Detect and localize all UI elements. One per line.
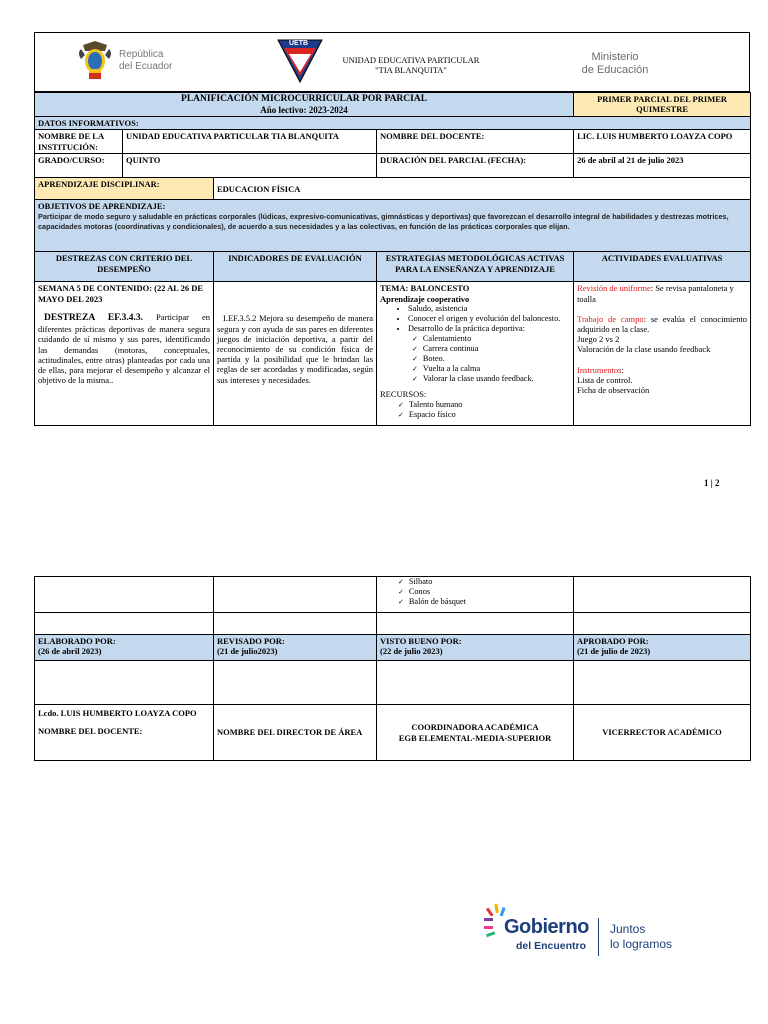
elaborated-date: (26 de abril 2023) — [38, 646, 102, 657]
signature-space — [377, 661, 574, 705]
institution-value: UNIDAD EDUCATIVA PARTICULAR TIA BLANQUITA — [123, 130, 377, 154]
ministry-line1: Ministerio — [591, 51, 639, 63]
gobierno-text: Gobierno — [504, 916, 589, 938]
coordinator-cell — [377, 705, 574, 761]
title-cell — [35, 93, 574, 117]
republic-logo-line2: del Ecuador — [119, 61, 173, 72]
empty-cell — [377, 613, 574, 635]
skill-code: DESTREZA EF.3.4.3. — [44, 312, 143, 323]
teacher-label: NOMBRE DEL DOCENTE: — [377, 130, 574, 154]
elaborated-header — [35, 635, 214, 661]
theme-label: TEMA: BALONCESTO — [380, 283, 470, 294]
list-item: ✓ Espacio físico — [410, 410, 570, 420]
school-name — [331, 55, 491, 75]
grade-value: QUINTO — [123, 154, 377, 178]
eval-feedback: Valoración de la clase usando feedback — [577, 344, 711, 355]
column-header-activities: ACTIVIDADES EVALUATIVAS — [574, 252, 751, 282]
teacher-value: LIC. LUIS HUMBERTO LOAYZA COPO — [574, 130, 751, 154]
grade-label: GRADO/CURSO: — [35, 154, 123, 178]
method-label: Aprendizaje cooperativo — [380, 293, 470, 304]
school-name-line1: UNIDAD EDUCATIVA PARTICULAR — [342, 55, 480, 65]
list-item: ✓ Silbato — [410, 577, 570, 587]
list-item: ✓ Valorar la clase usando feedback. — [424, 374, 570, 384]
eval-fieldwork — [577, 314, 747, 334]
list-item: ✓ Boteo. — [424, 354, 570, 364]
empty-cell — [214, 577, 377, 613]
list-item: ✓ Talento humano — [410, 400, 570, 410]
approval-date: (21 de julio de 2023) — [577, 646, 651, 657]
empty-cell — [574, 613, 751, 635]
approval-title: APROBADO POR: — [577, 636, 649, 646]
activities-cell — [574, 282, 751, 426]
eval-uniform-text: : Se revisa pantaloneta y toalla — [577, 283, 734, 304]
strategies-cell — [377, 282, 574, 426]
coordinator-line1: COORDINADORA ACADÉMICA — [411, 722, 539, 733]
document-header — [34, 32, 750, 92]
ministry-line2: de Educación — [581, 63, 649, 76]
signatures-table — [34, 576, 751, 761]
page-number: 1 | 2 — [704, 478, 720, 488]
duration-value: 26 de abril al 21 de julio 2023 — [574, 154, 751, 178]
strategy-bullets — [380, 304, 570, 334]
list-item: • Desarrollo de la práctica deportiva: — [408, 324, 570, 334]
gobierno-logo — [484, 902, 694, 958]
info-section-label: DATOS INFORMATIVOS: — [35, 117, 751, 130]
teacher-signature-cell — [35, 705, 214, 761]
vobo-date: (22 de julio 2023) — [380, 646, 443, 657]
empty-cell — [214, 613, 377, 635]
eval-game: Juego 2 vs 2 — [577, 334, 620, 345]
eval-fieldwork-text: : se evalúa el conocimiento adquirido en la clase. — [577, 313, 748, 335]
document-title: PLANIFICACIÓN MICROCURRICULAR POR PARCIAL — [181, 94, 428, 104]
period-cell: PRIMER PARCIAL DEL PRIMER QUIMESTRE — [574, 93, 751, 117]
coat-of-arms-icon — [75, 39, 115, 83]
list-item: ✓ Conos — [410, 587, 570, 597]
teacher-signature-name: Lcdo. LUIS HUMBERTO LOAYZA COPO — [38, 708, 197, 718]
objectives-text: Participar de modo seguro y saludable en prácticas corporales (lúdicas, expresivo-comunicativas, gimnásticas y deportivas) que favorezcan el desarrollo integral de habilidades y destrezas motrices, capacidades motoras (coordinativas y condicionales), de acuerdo a sus necesidades y a las colectivas, en función de las prácticas corporales que elijan. — [38, 211, 729, 232]
indicator-cell — [214, 282, 377, 426]
resources-cont-list — [380, 577, 570, 607]
encuentro-text: del Encuentro — [516, 940, 587, 952]
area-director-cell — [214, 705, 377, 761]
list-item: ✓ Carrera continua — [424, 344, 570, 354]
ministry-logo — [565, 51, 665, 76]
list-item: ✓ Vuelta a la calma — [424, 364, 570, 374]
signature-space — [214, 661, 377, 705]
indicator-text: I.EF.3.5.2 Mejora su desempeño de manera segura y con ayuda de sus pares en diferentes juegos de iniciación deportiva, a partir del reconocimiento de su condición física de partida y la posibilidad que le brindan las reglas de ser acordadas y modificadas, según sus intereses y necesidades. — [217, 313, 373, 385]
eval-instruments-colon: : — [621, 364, 624, 375]
skill-text: Participar en diferentes prácticas deportivas de manera segura cuidando de sí mismo y sus pares, identificando las demandas (motoras, conceptuales, actitudinales, entre otras) planteadas por cada una de ellas, para mejorar el desempeño y alcanzar el objetivo de la misma.. — [38, 311, 210, 386]
empty-cell — [35, 613, 214, 635]
elaborated-title: ELABORADO POR: — [38, 636, 116, 646]
vice-rector-label: VICERRECTOR ACADÉMICO — [602, 727, 722, 738]
final-approval-header — [574, 635, 751, 661]
institution-label: NOMBRE DE LA INSTITUCIÓN: — [35, 130, 123, 154]
duration-label: DURACIÓN DEL PARCIAL (FECHA): — [377, 154, 574, 178]
school-logo — [275, 36, 325, 86]
vice-rector-cell — [574, 705, 751, 761]
school-badge-text: UETB — [289, 40, 309, 47]
eval-instruments-title: Instrumentos — [577, 364, 622, 375]
practice-checklist — [380, 334, 570, 384]
reviewed-title: REVISADO POR: — [217, 636, 285, 646]
eval-uniform-title: Revisión de uniforme — [577, 283, 651, 294]
week-label: SEMANA 5 DE CONTENIDO: (22 AL 26 DE MAYO DEL 2023 — [38, 283, 204, 304]
school-year: Año lectivo: 2023-2024 — [260, 104, 348, 115]
area-director-label: NOMBRE DEL DIRECTOR DE ÁREA — [217, 727, 363, 738]
column-header-skills: DESTREZAS CON CRITERIO DEL DESEMPEÑO — [35, 252, 214, 282]
list-item: ✓ Calentamiento — [424, 334, 570, 344]
reviewed-date: (21 de julio2023) — [217, 646, 278, 657]
approved-by-header — [377, 635, 574, 661]
objectives-cell — [35, 200, 751, 252]
eval-uniform — [577, 283, 747, 303]
reviewed-header — [214, 635, 377, 661]
resources-cont-cell — [377, 577, 574, 613]
instrument-item: Lista de control. — [577, 374, 633, 385]
coordinator-line2: EGB ELEMENTAL-MEDIA-SUPERIOR — [398, 732, 552, 743]
slogan-line1: Juntos — [610, 922, 646, 936]
list-item: • Saludo, asistencia — [408, 304, 570, 314]
slogan-line2: lo logramos — [610, 937, 673, 951]
school-name-line2: "TIA BLANQUITA" — [375, 65, 447, 75]
resources-list — [380, 400, 570, 420]
teacher-signature-role: NOMBRE DEL DOCENTE: — [38, 726, 143, 737]
list-item: • Conocer el origen y evolución del baloncesto. — [408, 314, 570, 324]
skills-cell — [35, 282, 214, 426]
list-item: ✓ Balón de básquet — [410, 597, 570, 607]
empty-cell — [35, 577, 214, 613]
empty-cell — [574, 577, 751, 613]
eval-instruments — [577, 365, 747, 375]
signature-space — [35, 661, 214, 705]
logo-divider — [598, 918, 599, 956]
column-header-indicators: INDICADORES DE EVALUACIÓN — [214, 252, 377, 282]
resources-label: RECURSOS: — [380, 389, 427, 400]
planning-table — [34, 92, 751, 426]
eval-fieldwork-title: Trabajo de campo — [577, 313, 644, 324]
learning-value: EDUCACION FÍSICA — [214, 178, 751, 200]
republic-logo-line1: República — [119, 49, 164, 60]
learning-label: APRENDIZAJE DISCIPLINAR: — [35, 178, 214, 200]
vobo-title: VISTO BUENO POR: — [380, 636, 462, 646]
republica-ecuador-logo — [75, 39, 195, 83]
signature-space — [574, 661, 751, 705]
objectives-label: OBJETIVOS DE APRENDIZAJE: — [38, 201, 166, 212]
instrument-item: Ficha de observación — [577, 384, 650, 395]
column-header-strategies: ESTRATEGIAS METODOLÓGICAS ACTIVAS PARA LA ENSEÑANZA Y APRENDIZAJE — [377, 252, 574, 282]
skill-description — [38, 312, 210, 386]
